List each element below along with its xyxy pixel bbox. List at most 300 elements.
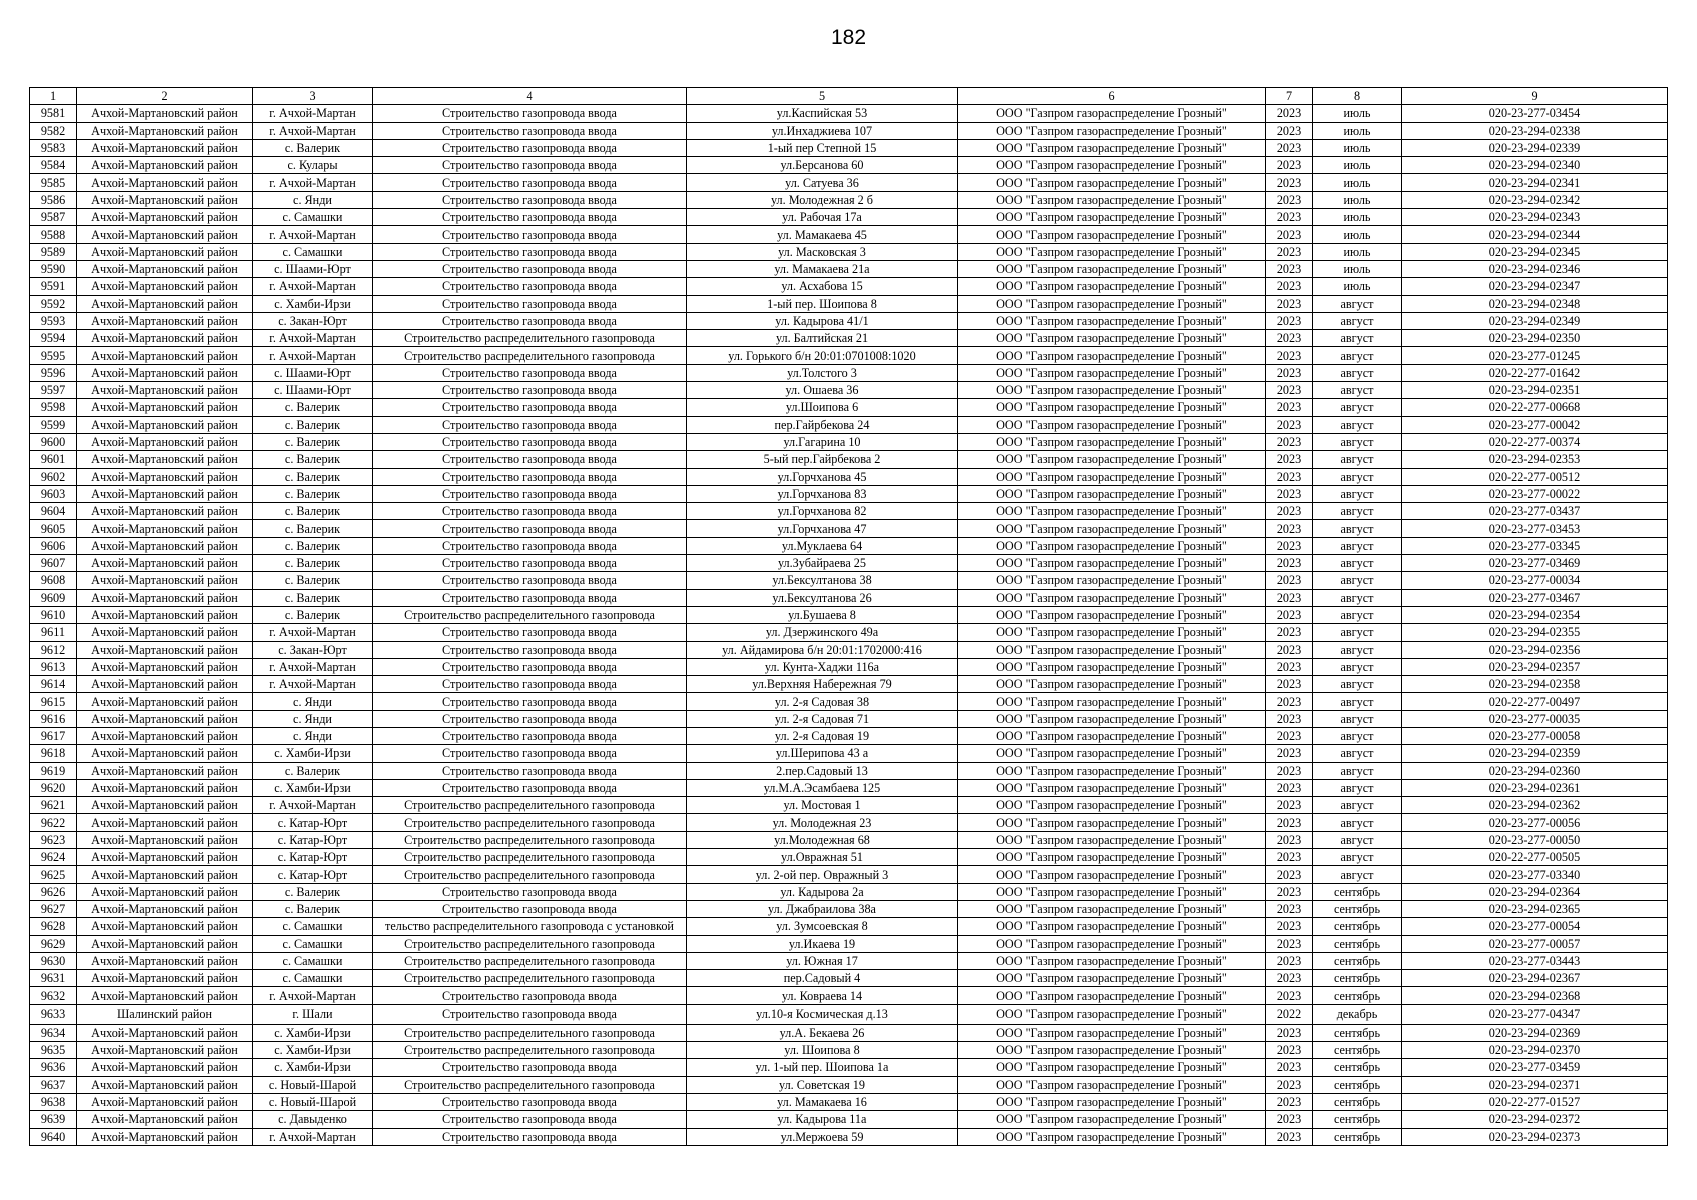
cell-address: пер.Садовый 4 (687, 970, 958, 987)
cell-registry-code: 020-23-277-00057 (1402, 935, 1668, 952)
cell-district: Ачхой-Мартановский район (77, 260, 253, 277)
cell-row-number: 9611 (30, 624, 77, 641)
cell-settlement: с. Янди (253, 727, 373, 744)
cell-registry-code: 020-23-294-02361 (1402, 779, 1668, 796)
table-row (30, 727, 1668, 744)
cell-district: Ачхой-Мартановский район (77, 555, 253, 572)
table-row (30, 1004, 1668, 1024)
cell-settlement: с. Валерик (253, 883, 373, 900)
cell-address: ул. Мостовая 1 (687, 797, 958, 814)
cell-year: 2023 (1266, 347, 1313, 364)
cell-work-type: Строительство газопровода ввода (373, 710, 687, 727)
cell-registry-code: 020-23-277-00058 (1402, 727, 1668, 744)
cell-district: Ачхой-Мартановский район (77, 139, 253, 156)
cell-month: декабрь (1313, 1004, 1402, 1024)
cell-registry-code: 020-23-277-03437 (1402, 503, 1668, 520)
cell-month: август (1313, 382, 1402, 399)
cell-month: август (1313, 451, 1402, 468)
cell-year: 2023 (1266, 693, 1313, 710)
cell-month: август (1313, 520, 1402, 537)
cell-district: Ачхой-Мартановский район (77, 883, 253, 900)
table-row (30, 676, 1668, 693)
cell-organization: ООО "Газпром газораспределение Грозный" (958, 260, 1266, 277)
cell-row-number: 9638 (30, 1093, 77, 1110)
cell-registry-code: 020-23-294-02354 (1402, 606, 1668, 623)
cell-month: август (1313, 433, 1402, 450)
cell-row-number: 9636 (30, 1059, 77, 1076)
table-row (30, 866, 1668, 883)
cell-registry-code: 020-23-277-03340 (1402, 866, 1668, 883)
cell-registry-code: 020-22-277-00668 (1402, 399, 1668, 416)
cell-row-number: 9592 (30, 295, 77, 312)
cell-district: Ачхой-Мартановский район (77, 676, 253, 693)
cell-year: 2023 (1266, 606, 1313, 623)
table-row (30, 589, 1668, 606)
cell-row-number: 9604 (30, 503, 77, 520)
cell-month: август (1313, 364, 1402, 381)
cell-work-type: Строительство распределительного газопровода (373, 1042, 687, 1059)
cell-row-number: 9589 (30, 243, 77, 260)
cell-month: сентябрь (1313, 1111, 1402, 1128)
table-row (30, 918, 1668, 935)
cell-registry-code: 020-23-277-03454 (1402, 105, 1668, 122)
cell-settlement: г. Ачхой-Мартан (253, 347, 373, 364)
cell-organization: ООО "Газпром газораспределение Грозный" (958, 399, 1266, 416)
table-row (30, 572, 1668, 589)
cell-settlement: г. Ачхой-Мартан (253, 122, 373, 139)
table-row (30, 710, 1668, 727)
cell-organization: ООО "Газпром газораспределение Грозный" (958, 693, 1266, 710)
cell-district: Ачхой-Мартановский район (77, 330, 253, 347)
cell-settlement: г. Ачхой-Мартан (253, 278, 373, 295)
cell-organization: ООО "Газпром газораспределение Грозный" (958, 191, 1266, 208)
column-header-5: 5 (687, 88, 958, 105)
cell-month: июль (1313, 157, 1402, 174)
cell-month: сентябрь (1313, 935, 1402, 952)
cell-month: июль (1313, 243, 1402, 260)
cell-work-type: Строительство газопровода ввода (373, 624, 687, 641)
cell-address: ул.Овражная 51 (687, 849, 958, 866)
cell-year: 2023 (1266, 900, 1313, 917)
cell-work-type: Строительство газопровода ввода (373, 1059, 687, 1076)
cell-settlement: с. Хамби-Ирзи (253, 1059, 373, 1076)
cell-settlement: с. Валерик (253, 900, 373, 917)
cell-row-number: 9605 (30, 520, 77, 537)
cell-settlement: г. Ачхой-Мартан (253, 658, 373, 675)
cell-organization: ООО "Газпром газораспределение Грозный" (958, 606, 1266, 623)
cell-address: ул. Шоипова 8 (687, 1042, 958, 1059)
cell-organization: ООО "Газпром газораспределение Грозный" (958, 762, 1266, 779)
cell-district: Ачхой-Мартановский район (77, 900, 253, 917)
cell-settlement: с. Катар-Юрт (253, 866, 373, 883)
cell-organization: ООО "Газпром газораспределение Грозный" (958, 330, 1266, 347)
table-row (30, 105, 1668, 122)
cell-address: ул. Кадырова 41/1 (687, 312, 958, 329)
cell-registry-code: 020-23-294-02362 (1402, 797, 1668, 814)
cell-district: Ачхой-Мартановский район (77, 849, 253, 866)
cell-address: ул. Мамакаева 45 (687, 226, 958, 243)
cell-month: июль (1313, 105, 1402, 122)
cell-year: 2023 (1266, 952, 1313, 969)
table-row (30, 139, 1668, 156)
cell-row-number: 9585 (30, 174, 77, 191)
cell-year: 2023 (1266, 1076, 1313, 1093)
cell-work-type: Строительство газопровода ввода (373, 243, 687, 260)
cell-address: ул. Молодежная 2 б (687, 191, 958, 208)
cell-row-number: 9587 (30, 209, 77, 226)
cell-address: ул.А. Бекаева 26 (687, 1024, 958, 1041)
table-row (30, 347, 1668, 364)
cell-settlement: с. Янди (253, 191, 373, 208)
cell-district: Ачхой-Мартановский район (77, 624, 253, 641)
cell-registry-code: 020-23-277-00022 (1402, 485, 1668, 502)
cell-address: 1-ый пер Степной 15 (687, 139, 958, 156)
cell-row-number: 9599 (30, 416, 77, 433)
cell-settlement: с. Новый-Шарой (253, 1093, 373, 1110)
cell-work-type: Строительство газопровода ввода (373, 883, 687, 900)
table-row (30, 226, 1668, 243)
cell-address: ул. 2-я Садовая 71 (687, 710, 958, 727)
cell-registry-code: 020-23-294-02341 (1402, 174, 1668, 191)
cell-year: 2023 (1266, 1093, 1313, 1110)
cell-year: 2023 (1266, 970, 1313, 987)
cell-address: ул.Горчханова 82 (687, 503, 958, 520)
cell-month: август (1313, 676, 1402, 693)
cell-district: Ачхой-Мартановский район (77, 935, 253, 952)
table-row (30, 900, 1668, 917)
table-row (30, 779, 1668, 796)
cell-month: август (1313, 814, 1402, 831)
cell-row-number: 9582 (30, 122, 77, 139)
cell-registry-code: 020-23-277-04347 (1402, 1004, 1668, 1024)
cell-address: ул.Бексултанова 26 (687, 589, 958, 606)
table-row (30, 520, 1668, 537)
cell-month: сентябрь (1313, 970, 1402, 987)
cell-settlement: с. Валерик (253, 589, 373, 606)
cell-organization: ООО "Газпром газораспределение Грозный" (958, 641, 1266, 658)
cell-district: Ачхой-Мартановский район (77, 209, 253, 226)
cell-address: ул. 2-ой пер. Овражный 3 (687, 866, 958, 883)
cell-address: ул.Гагарина 10 (687, 433, 958, 450)
cell-district: Ачхой-Мартановский район (77, 1093, 253, 1110)
cell-month: июль (1313, 139, 1402, 156)
cell-settlement: с. Давыденко (253, 1111, 373, 1128)
cell-registry-code: 020-23-277-00056 (1402, 814, 1668, 831)
cell-work-type: Строительство газопровода ввода (373, 122, 687, 139)
cell-year: 2023 (1266, 503, 1313, 520)
cell-row-number: 9640 (30, 1128, 77, 1145)
cell-settlement: с. Валерик (253, 416, 373, 433)
cell-address: ул.Инхаджиева 107 (687, 122, 958, 139)
table-row (30, 745, 1668, 762)
cell-row-number: 9584 (30, 157, 77, 174)
cell-district: Ачхой-Мартановский район (77, 174, 253, 191)
cell-settlement: г. Ачхой-Мартан (253, 105, 373, 122)
cell-registry-code: 020-23-277-03467 (1402, 589, 1668, 606)
cell-organization: ООО "Газпром газораспределение Грозный" (958, 105, 1266, 122)
cell-year: 2023 (1266, 1128, 1313, 1145)
cell-district: Ачхой-Мартановский район (77, 382, 253, 399)
cell-month: сентябрь (1313, 1059, 1402, 1076)
cell-row-number: 9633 (30, 1004, 77, 1024)
cell-month: август (1313, 658, 1402, 675)
cell-work-type: Строительство газопровода ввода (373, 209, 687, 226)
cell-work-type: Строительство распределительного газопровода (373, 935, 687, 952)
cell-settlement: с. Янди (253, 710, 373, 727)
cell-month: август (1313, 831, 1402, 848)
cell-month: август (1313, 727, 1402, 744)
cell-settlement: с. Кулары (253, 157, 373, 174)
table-row (30, 122, 1668, 139)
table-row (30, 157, 1668, 174)
cell-work-type: Строительство газопровода ввода (373, 503, 687, 520)
cell-settlement: г. Ачхой-Мартан (253, 1128, 373, 1145)
cell-row-number: 9619 (30, 762, 77, 779)
cell-address: ул. Кадырова 2а (687, 883, 958, 900)
cell-year: 2023 (1266, 1042, 1313, 1059)
cell-organization: ООО "Газпром газораспределение Грозный" (958, 209, 1266, 226)
cell-work-type: Строительство распределительного газопровода (373, 849, 687, 866)
cell-registry-code: 020-23-294-02353 (1402, 451, 1668, 468)
cell-registry-code: 020-23-294-02339 (1402, 139, 1668, 156)
cell-year: 2023 (1266, 797, 1313, 814)
cell-row-number: 9591 (30, 278, 77, 295)
cell-month: август (1313, 589, 1402, 606)
cell-address: ул. Джабраилова 38а (687, 900, 958, 917)
cell-year: 2023 (1266, 745, 1313, 762)
cell-organization: ООО "Газпром газораспределение Грозный" (958, 278, 1266, 295)
cell-work-type: Строительство распределительного газопровода (373, 606, 687, 623)
cell-year: 2023 (1266, 555, 1313, 572)
cell-district: Ачхой-Мартановский район (77, 278, 253, 295)
cell-organization: ООО "Газпром газораспределение Грозный" (958, 433, 1266, 450)
cell-organization: ООО "Газпром газораспределение Грозный" (958, 970, 1266, 987)
cell-address: ул. 2-я Садовая 19 (687, 727, 958, 744)
cell-address: ул.10-я Космическая д.13 (687, 1004, 958, 1024)
cell-organization: ООО "Газпром газораспределение Грозный" (958, 416, 1266, 433)
cell-year: 2023 (1266, 174, 1313, 191)
cell-work-type: Строительство газопровода ввода (373, 762, 687, 779)
cell-district: Ачхой-Мартановский район (77, 1024, 253, 1041)
cell-settlement: с. Валерик (253, 399, 373, 416)
cell-district: Ачхой-Мартановский район (77, 1042, 253, 1059)
cell-work-type: Строительство газопровода ввода (373, 658, 687, 675)
cell-work-type: Строительство газопровода ввода (373, 520, 687, 537)
cell-address: пер.Гайрбекова 24 (687, 416, 958, 433)
cell-organization: ООО "Газпром газораспределение Грозный" (958, 503, 1266, 520)
cell-year: 2023 (1266, 537, 1313, 554)
cell-district: Ачхой-Мартановский район (77, 295, 253, 312)
cell-row-number: 9625 (30, 866, 77, 883)
cell-organization: ООО "Газпром газораспределение Грозный" (958, 918, 1266, 935)
cell-registry-code: 020-23-294-02360 (1402, 762, 1668, 779)
cell-registry-code: 020-22-277-01642 (1402, 364, 1668, 381)
cell-month: июль (1313, 122, 1402, 139)
cell-row-number: 9627 (30, 900, 77, 917)
cell-year: 2023 (1266, 710, 1313, 727)
cell-organization: ООО "Газпром газораспределение Грозный" (958, 347, 1266, 364)
cell-row-number: 9620 (30, 779, 77, 796)
cell-row-number: 9597 (30, 382, 77, 399)
cell-address: ул. Айдамирова б/н 20:01:1702000:416 (687, 641, 958, 658)
cell-month: сентябрь (1313, 918, 1402, 935)
cell-district: Ачхой-Мартановский район (77, 658, 253, 675)
cell-organization: ООО "Газпром газораспределение Грозный" (958, 1024, 1266, 1041)
cell-month: август (1313, 641, 1402, 658)
cell-district: Ачхой-Мартановский район (77, 745, 253, 762)
cell-settlement: г. Шали (253, 1004, 373, 1024)
cell-row-number: 9588 (30, 226, 77, 243)
cell-organization: ООО "Газпром газораспределение Грозный" (958, 779, 1266, 796)
cell-row-number: 9630 (30, 952, 77, 969)
cell-row-number: 9624 (30, 849, 77, 866)
cell-settlement: г. Ачхой-Мартан (253, 987, 373, 1004)
cell-registry-code: 020-23-277-03443 (1402, 952, 1668, 969)
cell-district: Ачхой-Мартановский район (77, 485, 253, 502)
cell-settlement: с. Валерик (253, 485, 373, 502)
cell-month: август (1313, 866, 1402, 883)
cell-registry-code: 020-22-277-00512 (1402, 468, 1668, 485)
cell-work-type: Строительство газопровода ввода (373, 364, 687, 381)
cell-month: июль (1313, 191, 1402, 208)
table-row (30, 485, 1668, 502)
cell-organization: ООО "Газпром газораспределение Грозный" (958, 572, 1266, 589)
cell-address: ул.Бушаева 8 (687, 606, 958, 623)
cell-settlement: с. Валерик (253, 762, 373, 779)
column-header-6: 6 (958, 88, 1266, 105)
column-header-2: 2 (77, 88, 253, 105)
cell-row-number: 9581 (30, 105, 77, 122)
cell-year: 2023 (1266, 866, 1313, 883)
cell-row-number: 9606 (30, 537, 77, 554)
cell-registry-code: 020-23-294-02345 (1402, 243, 1668, 260)
cell-work-type: Строительство газопровода ввода (373, 416, 687, 433)
cell-year: 2023 (1266, 209, 1313, 226)
cell-address: ул.Бексултанова 38 (687, 572, 958, 589)
column-header-8: 8 (1313, 88, 1402, 105)
cell-registry-code: 020-23-294-02349 (1402, 312, 1668, 329)
cell-district: Ачхой-Мартановский район (77, 727, 253, 744)
cell-settlement: с. Валерик (253, 468, 373, 485)
cell-district: Ачхой-Мартановский район (77, 693, 253, 710)
cell-month: август (1313, 295, 1402, 312)
cell-month: август (1313, 693, 1402, 710)
table-row (30, 693, 1668, 710)
cell-work-type: Строительство газопровода ввода (373, 537, 687, 554)
cell-district: Ачхой-Мартановский район (77, 468, 253, 485)
cell-organization: ООО "Газпром газораспределение Грозный" (958, 555, 1266, 572)
cell-settlement: с. Катар-Юрт (253, 814, 373, 831)
cell-year: 2023 (1266, 658, 1313, 675)
cell-month: июль (1313, 209, 1402, 226)
cell-work-type: Строительство газопровода ввода (373, 157, 687, 174)
cell-month: август (1313, 779, 1402, 796)
cell-registry-code: 020-23-294-02357 (1402, 658, 1668, 675)
cell-row-number: 9590 (30, 260, 77, 277)
cell-district: Шалинский район (77, 1004, 253, 1024)
cell-organization: ООО "Газпром газораспределение Грозный" (958, 312, 1266, 329)
cell-organization: ООО "Газпром газораспределение Грозный" (958, 174, 1266, 191)
cell-work-type: Строительство газопровода ввода (373, 174, 687, 191)
cell-year: 2023 (1266, 641, 1313, 658)
cell-district: Ачхой-Мартановский район (77, 641, 253, 658)
cell-year: 2023 (1266, 572, 1313, 589)
cell-organization: ООО "Газпром газораспределение Грозный" (958, 866, 1266, 883)
cell-month: август (1313, 606, 1402, 623)
cell-registry-code: 020-23-294-02346 (1402, 260, 1668, 277)
cell-registry-code: 020-23-294-02358 (1402, 676, 1668, 693)
cell-work-type: тельство распределительного газопровода с установкой (373, 918, 687, 935)
cell-year: 2023 (1266, 382, 1313, 399)
cell-organization: ООО "Газпром газораспределение Грозный" (958, 745, 1266, 762)
table-row (30, 416, 1668, 433)
cell-district: Ачхой-Мартановский район (77, 312, 253, 329)
cell-month: август (1313, 347, 1402, 364)
cell-address: 2.пер.Садовый 13 (687, 762, 958, 779)
table-row (30, 1024, 1668, 1041)
cell-organization: ООО "Газпром газораспределение Грозный" (958, 624, 1266, 641)
cell-organization: ООО "Газпром газораспределение Грозный" (958, 468, 1266, 485)
table-row (30, 641, 1668, 658)
cell-address: ул. Кадырова 11а (687, 1111, 958, 1128)
cell-row-number: 9596 (30, 364, 77, 381)
cell-year: 2023 (1266, 485, 1313, 502)
cell-registry-code: 020-23-294-02372 (1402, 1111, 1668, 1128)
cell-address: ул.Верхняя Набережная 79 (687, 676, 958, 693)
table-row (30, 503, 1668, 520)
cell-month: август (1313, 503, 1402, 520)
cell-row-number: 9632 (30, 987, 77, 1004)
cell-district: Ачхой-Мартановский район (77, 105, 253, 122)
cell-district: Ачхой-Мартановский район (77, 157, 253, 174)
cell-year: 2023 (1266, 312, 1313, 329)
cell-address: ул. Зумсоевская 8 (687, 918, 958, 935)
table-row (30, 451, 1668, 468)
cell-work-type: Строительство распределительного газопровода (373, 970, 687, 987)
cell-month: август (1313, 797, 1402, 814)
cell-year: 2023 (1266, 278, 1313, 295)
cell-work-type: Строительство газопровода ввода (373, 139, 687, 156)
cell-settlement: с. Самашки (253, 952, 373, 969)
cell-organization: ООО "Газпром газораспределение Грозный" (958, 382, 1266, 399)
cell-month: август (1313, 572, 1402, 589)
cell-address: ул. Ковраева 14 (687, 987, 958, 1004)
cell-organization: ООО "Газпром газораспределение Грозный" (958, 157, 1266, 174)
cell-registry-code: 020-23-294-02371 (1402, 1076, 1668, 1093)
cell-address: ул. Асхабова 15 (687, 278, 958, 295)
cell-address: ул. 1-ый пер. Шоипова 1а (687, 1059, 958, 1076)
cell-year: 2023 (1266, 226, 1313, 243)
cell-settlement: с. Валерик (253, 606, 373, 623)
cell-address: ул.Каспийская 53 (687, 105, 958, 122)
cell-work-type: Строительство распределительного газопровода (373, 347, 687, 364)
table-row (30, 555, 1668, 572)
cell-registry-code: 020-23-277-00050 (1402, 831, 1668, 848)
table-row (30, 1128, 1668, 1145)
cell-year: 2023 (1266, 814, 1313, 831)
cell-address: ул. Мамакаева 16 (687, 1093, 958, 1110)
cell-district: Ачхой-Мартановский район (77, 970, 253, 987)
cell-registry-code: 020-22-277-00497 (1402, 693, 1668, 710)
cell-registry-code: 020-23-277-00054 (1402, 918, 1668, 935)
table-row (30, 209, 1668, 226)
cell-registry-code: 020-22-277-01527 (1402, 1093, 1668, 1110)
cell-organization: ООО "Газпром газораспределение Грозный" (958, 139, 1266, 156)
cell-work-type: Строительство газопровода ввода (373, 900, 687, 917)
cell-district: Ачхой-Мартановский район (77, 1128, 253, 1145)
cell-row-number: 9631 (30, 970, 77, 987)
cell-registry-code: 020-23-294-02367 (1402, 970, 1668, 987)
